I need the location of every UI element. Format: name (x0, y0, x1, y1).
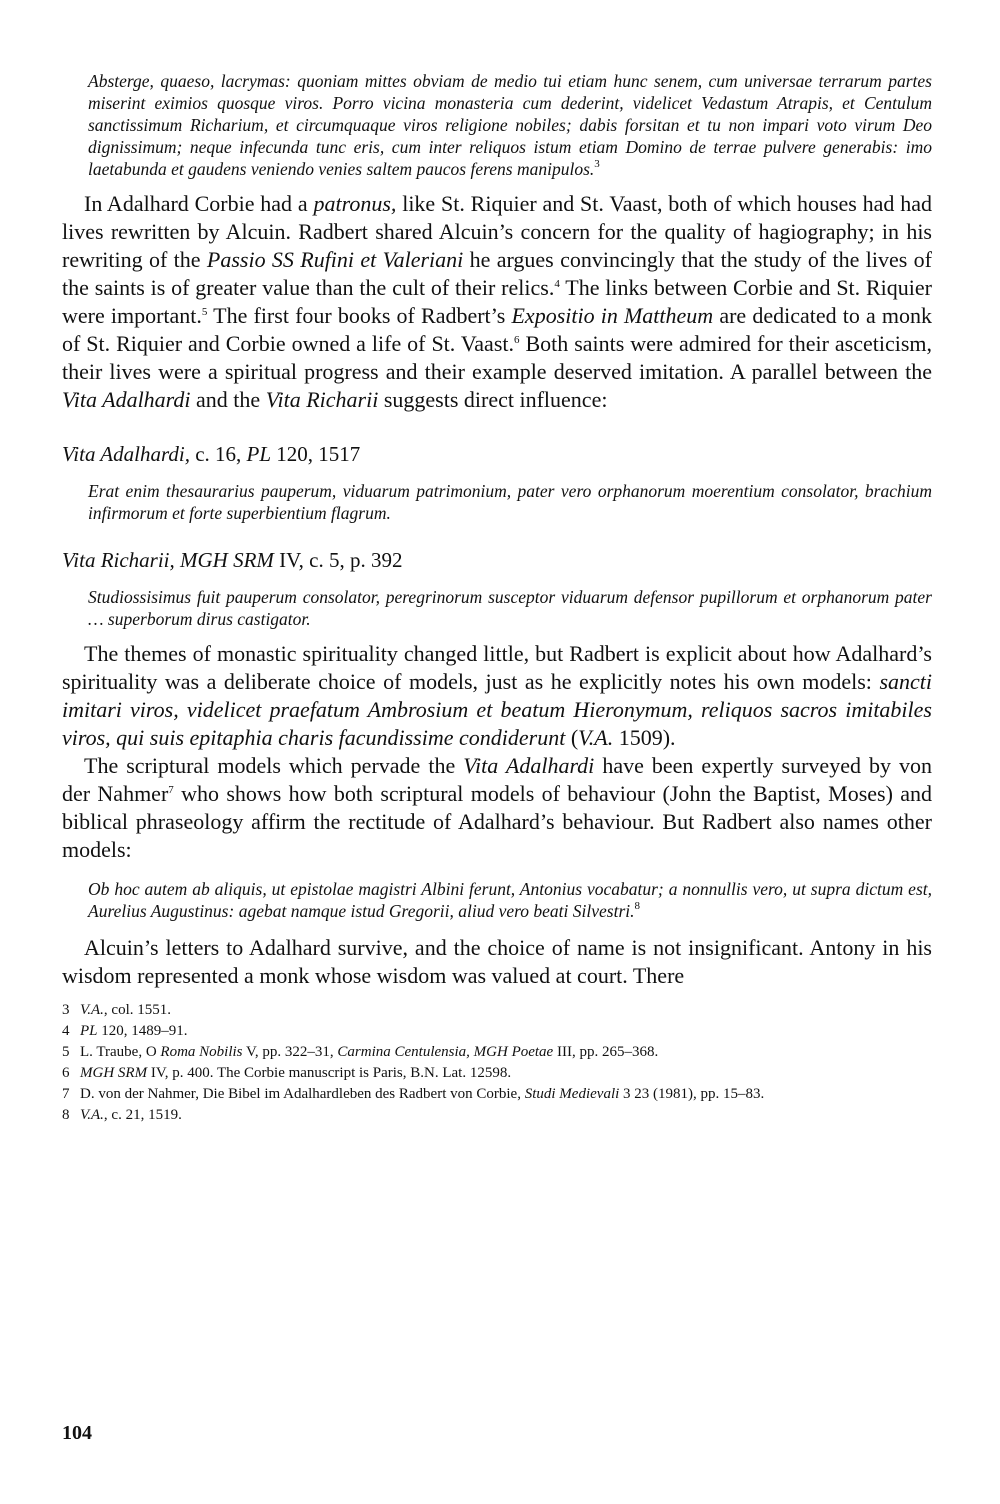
footnote-4: 4 PL 120, 1489–91. (62, 1023, 188, 1039)
block-quote-erat-enim: Erat enim thesaurarius pauperum, viduarum patrimonium, pater vero orphanorum moerentium consolator, brachium infirmorum et forte superbientium flagrum. (88, 481, 932, 523)
paragraph-patronus: In Adalhard Corbie had a patronus, like St. Riquier and St. Vaast, both of which houses had had lives rewritten by Alcuin. Radbert shared Alcuin’s concern for the quality of hagiography; in his rewriting of the Passio SS Rufini et Valeriani he argues convincingly that the study of the lives of the saints is of greater value than the cult of their relics.$^4$ The links between Corbie and St. Riquier were important.$^5$ The first four books of Radbert’s Expositio in Mattheum are dedicated to a monk of St. Riquier and Corbie owned a life of St. Vaast.$^6$ Both saints were admired for their asceticism, their lives were a spiritual progress and their example deserved imitation. A parallel between the Vita Adalhardi and the Vita Richarii suggests direct influence: (62, 191, 932, 412)
page-number: 104 (62, 1422, 92, 1444)
footnote-5: 5 L. Traube, O Roma Nobilis V, pp. 322–31, Carmina Centulensia, MGH Poetae III, pp. 265–368. (62, 1044, 659, 1060)
paragraph-alcuin-letters: Alcuin’s letters to Adalhard survive, and the choice of name is not insignificant. Antony in his wisdom represented a monk whose wisdom was valued at court. There (62, 935, 932, 988)
block-quote-vita-adalhardi: Absterge, quaeso, lacrymas: quoniam mittes obviam de medio tui etiam hunc senem, cum universae terrarum partes miserint eximios quosque viros. Porro vicina monasteria cum dederint, videlicet Vedastum Atrapis, et Centulum sanctissimum Richarium, et circumquaque viros religione nobiles; dabis forsitan et tu non impari voto virum Deo dignissimum; neque infecunda tunc eris, cum inter reliquos istum etiam Domino de terrae pulvere generabis: imo laetabunda et gaudens veniendo venies saltem paucos ferens manipulos.$^3$ (88, 71, 932, 179)
footnote-8: 8 V.A., c. 21, 1519. (62, 1107, 182, 1123)
footnote-ref: 4 (554, 278, 560, 290)
footnote-6: 6 MGH SRM IV, p. 400. The Corbie manuscript is Paris, B.N. Lat. 12598. (62, 1065, 512, 1081)
source-heading-vita-richarii: Vita Richarii, MGH SRM IV, c. 5, p. 392 (62, 548, 403, 572)
footnote-ref: 8 (634, 900, 641, 912)
source-heading-vita-adalhardi: Vita Adalhardi, c. 16, PL 120, 1517 (62, 442, 361, 466)
footnote-ref: 5 (201, 306, 208, 318)
paragraph-themes: The themes of monastic spirituality changed little, but Radbert is explicit about how Adalhard’s spirituality was a deliberate choice of models, just as he explicitly notes his own models: sancti imitari viros, videlicet praefatum Ambrosium et beatum Hieronymum, reliquos sacros imitabiles viros, qui suis epitaphia charis facundissime condiderunt (V.A. 1509). (62, 641, 932, 750)
block-quote-ob-hoc: Ob hoc autem ab aliquis, ut epistolae magistri Albini ferunt, Antonius vocabatur; a nonnullis vero, ut supra dictum est, Aurelius Augustinus: agebat namque istud Gregorii, aliud vero beati Silvestri.$^8$ (88, 879, 932, 921)
footnote-ref: 7 (168, 784, 174, 796)
block-quote-studiossisimus: Studiossisimus fuit pauperum consolator, peregrinorum susceptor viduarum defensor pupillorum et orphanorum pater … superborum dirus castigator. (88, 587, 932, 629)
paragraph-scriptural-models: The scriptural models which pervade the Vita Adalhardi have been expertly surveyed by von der Nahmer$^7$ who shows how both scriptural models of behaviour (John the Baptist, Moses) and biblical phraseology affirm the rectitude of Adalhard’s behaviour. But Radbert also names other models: (62, 753, 932, 862)
footnote-ref: 6 (514, 334, 520, 346)
footnote-3: 3 V.A., col. 1551. (62, 1002, 171, 1018)
footnote-7: 7 D. von der Nahmer, Die Bibel im Adalhardleben des Radbert von Corbie, Studi Medievali 3 23 (1981), pp. 15–83. (62, 1086, 765, 1102)
footnote-ref: 3 (594, 158, 600, 170)
footnotes (62, 1000, 932, 1126)
page-body (62, 70, 932, 1126)
